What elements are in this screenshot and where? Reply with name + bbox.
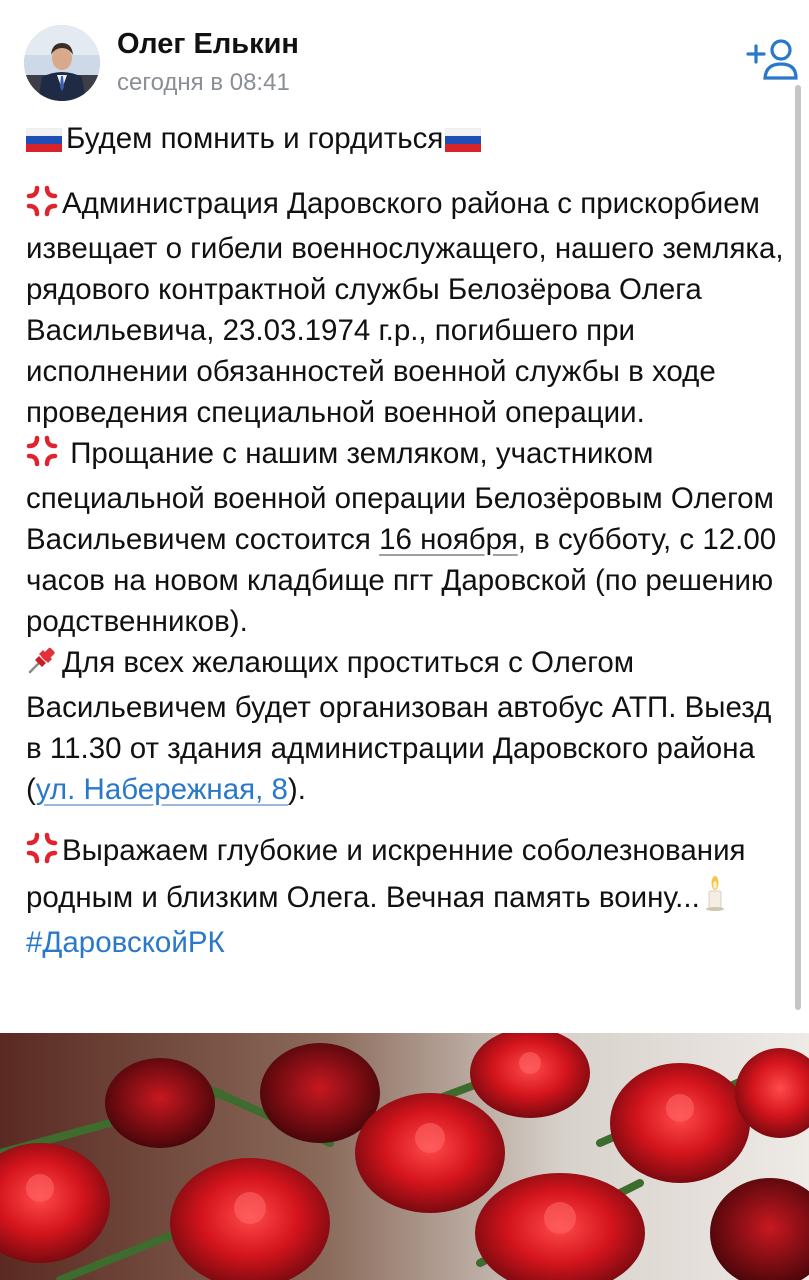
post-paragraph-3-suffix: ). [287, 773, 306, 806]
scrollbar[interactable] [795, 85, 801, 1010]
author-name[interactable]: Олег Елькин [117, 28, 299, 60]
post-photo[interactable] [0, 1033, 809, 1280]
post-timestamp: сегодня в 08:41 [117, 69, 290, 96]
post-paragraph-1 [26, 183, 791, 433]
post-paragraph-3 [26, 642, 791, 810]
hashtag-paragraph [26, 922, 791, 963]
post-paragraph-2-text: Прощание с нашим земляком, участником специальной военной операции Белозёровым Олегом Васильевичем состоится [26, 437, 774, 556]
date-link[interactable]: 16 ноября [379, 523, 518, 556]
post-paragraph-2 [26, 433, 791, 642]
add-friend-button[interactable] [746, 38, 798, 82]
anger-symbol-icon [26, 435, 58, 478]
anger-symbol-icon [26, 832, 58, 875]
anger-symbol-icon [26, 185, 58, 228]
post-title-line [26, 118, 791, 163]
russian-flag-icon [445, 122, 481, 163]
post-body [26, 118, 791, 963]
avatar[interactable] [24, 25, 100, 101]
post-header [0, 0, 809, 115]
carnations-image [0, 1033, 809, 1280]
post-paragraph-3-text: Для всех желающих проститься с Олегом Васильевичем будет организован автобус АТП. Выезд в 11.30 от здания администрации Даровского района ( [26, 646, 772, 806]
post-paragraph-4-text: Выражаем глубокие и искренние соболезнования родным и близким Олега. Вечная память воину... [26, 834, 746, 914]
hashtag-link[interactable]: #ДаровскойРК [26, 926, 225, 959]
address-link[interactable]: ул. Набережная, 8 [35, 773, 288, 806]
avatar-photo [24, 25, 100, 101]
post-paragraph-4 [26, 830, 791, 922]
post-paragraph-1-text: Администрация Даровского района с прискорбием извещает о гибели военнослужащего, нашего земляка, рядового контрактной службы Белозёрова Олега Васильевича, 23.03.1974 г.р., погибшего при исполнении обязанностей военной службы в ходе проведения специальной военной операции. [26, 187, 784, 429]
candle-icon [702, 875, 728, 922]
add-friend-icon [746, 38, 798, 82]
post-paragraph-2-suffix: , в субботу, с 12.00 часов на новом кладбище пгт Даровской (по решению родственников). [26, 523, 777, 638]
post-title-text: Будем помнить и гордиться [66, 122, 444, 155]
pushpin-icon [26, 644, 58, 687]
russian-flag-icon [26, 122, 62, 163]
